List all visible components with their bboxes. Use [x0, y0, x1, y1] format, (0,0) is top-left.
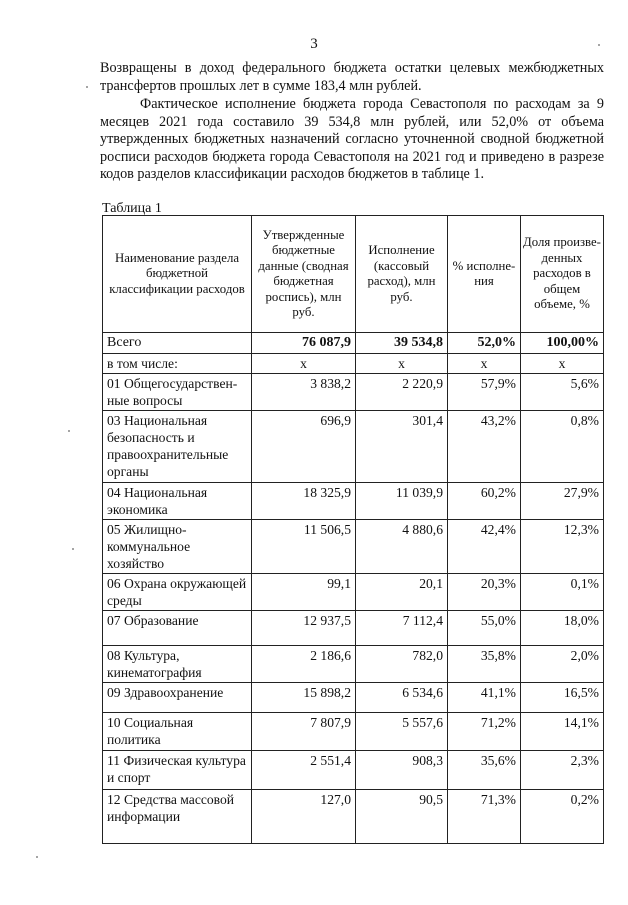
cell-percent: 71,3%: [448, 790, 521, 844]
cell-approved: 696,9: [252, 411, 356, 483]
cell-name: 08 Культура, кинематография: [103, 646, 252, 683]
cell-executed: 2 220,9: [356, 374, 448, 411]
scan-speck: [72, 548, 74, 550]
cell-name: 03 Национальная безопасность и правоохранительные органы: [103, 411, 252, 483]
cell-share: х: [521, 354, 604, 374]
cell-name: 01 Общегосударствен-ные вопросы: [103, 374, 252, 411]
cell-share: 0,2%: [521, 790, 604, 844]
cell-approved: 18 325,9: [252, 483, 356, 520]
cell-name: 05 Жилищно-коммунальное хозяйство: [103, 520, 252, 574]
scan-speck: [598, 44, 600, 46]
table-row-total: [103, 333, 604, 354]
cell-approved: 3 838,2: [252, 374, 356, 411]
table-row: [103, 683, 604, 713]
table-row: [103, 646, 604, 683]
cell-approved: 15 898,2: [252, 683, 356, 713]
paragraph-budget-execution: Фактическое исполнение бюджета города Севастополя по расходам за 9 месяцев 2021 года составило 39 534,8 млн рублей, или 52,0% от объема утвержденных бюджетных назначений согласно уточненной сводной бюджетной росписи расходов бюджета города Севастополя на 2021 год и приведено в разрезе кодов разделов классификации расходов бюджетов в таблице 1.: [100, 96, 604, 183]
cell-percent: 41,1%: [448, 683, 521, 713]
scan-speck: [36, 856, 38, 858]
paragraph-returned-transfers: Возвращены в доход федерального бюджета остатки целевых межбюджетных трансфертов прошлых лет в сумме 183,4 млн рублей.: [100, 60, 604, 94]
cell-share: 2,0%: [521, 646, 604, 683]
table-row: [103, 574, 604, 611]
cell-approved: 76 087,9: [252, 333, 356, 354]
cell-executed: 6 534,6: [356, 683, 448, 713]
cell-executed: 90,5: [356, 790, 448, 844]
cell-approved: 7 807,9: [252, 713, 356, 751]
cell-percent: х: [448, 354, 521, 374]
cell-percent: 35,6%: [448, 751, 521, 790]
cell-executed: 20,1: [356, 574, 448, 611]
cell-executed: 11 039,9: [356, 483, 448, 520]
cell-share: 0,1%: [521, 574, 604, 611]
cell-executed: 5 557,6: [356, 713, 448, 751]
table-row: [103, 713, 604, 751]
cell-percent: 20,3%: [448, 574, 521, 611]
header-section-name: Наименование раздела бюджетной классификации расходов: [103, 216, 252, 333]
cell-name: 11 Физическая культура и спорт: [103, 751, 252, 790]
table-row: [103, 790, 604, 844]
header-percent: % исполне-ния: [448, 216, 521, 333]
cell-share: 100,00%: [521, 333, 604, 354]
cell-name: в том числе:: [103, 354, 252, 374]
cell-approved: 127,0: [252, 790, 356, 844]
cell-name: Всего: [103, 333, 252, 354]
cell-approved: 2 186,6: [252, 646, 356, 683]
header-approved: Утвержденные бюджетные данные (сводная бюджетная роспись), млн руб.: [252, 216, 356, 333]
table-row: [103, 411, 604, 483]
table-row: [103, 751, 604, 790]
cell-share: 16,5%: [521, 683, 604, 713]
page-number: 3: [310, 36, 318, 52]
cell-executed: 782,0: [356, 646, 448, 683]
cell-executed: х: [356, 354, 448, 374]
table-row: [103, 611, 604, 646]
cell-executed: 908,3: [356, 751, 448, 790]
table-header-row: [103, 216, 604, 333]
cell-share: 12,3%: [521, 520, 604, 574]
cell-percent: 35,8%: [448, 646, 521, 683]
scan-speck: [68, 430, 70, 432]
cell-percent: 57,9%: [448, 374, 521, 411]
cell-name: 12 Средства массовой информации: [103, 790, 252, 844]
cell-share: 5,6%: [521, 374, 604, 411]
cell-executed: 4 880,6: [356, 520, 448, 574]
cell-percent: 55,0%: [448, 611, 521, 646]
expenditure-table: [102, 215, 604, 844]
table-caption: Таблица 1: [102, 201, 162, 216]
cell-executed: 301,4: [356, 411, 448, 483]
table-row-including: [103, 354, 604, 374]
cell-approved: 11 506,5: [252, 520, 356, 574]
cell-approved: 12 937,5: [252, 611, 356, 646]
cell-share: 14,1%: [521, 713, 604, 751]
header-share: Доля произве-денных расходов в общем объеме, %: [521, 216, 604, 333]
cell-name: 06 Охрана окружающей среды: [103, 574, 252, 611]
cell-share: 18,0%: [521, 611, 604, 646]
table-row: [103, 520, 604, 574]
cell-share: 0,8%: [521, 411, 604, 483]
cell-percent: 42,4%: [448, 520, 521, 574]
cell-executed: 7 112,4: [356, 611, 448, 646]
cell-executed: 39 534,8: [356, 333, 448, 354]
cell-percent: 60,2%: [448, 483, 521, 520]
cell-approved: х: [252, 354, 356, 374]
table-row: [103, 374, 604, 411]
cell-name: 04 Национальная экономика: [103, 483, 252, 520]
cell-approved: 99,1: [252, 574, 356, 611]
cell-name: 09 Здравоохранение: [103, 683, 252, 713]
cell-name: 07 Образование: [103, 611, 252, 646]
cell-percent: 71,2%: [448, 713, 521, 751]
header-executed: Исполнение (кассовый расход), млн руб.: [356, 216, 448, 333]
cell-name: 10 Социальная политика: [103, 713, 252, 751]
cell-approved: 2 551,4: [252, 751, 356, 790]
table-row: [103, 483, 604, 520]
cell-share: 27,9%: [521, 483, 604, 520]
scan-speck: [86, 86, 88, 88]
cell-percent: 52,0%: [448, 333, 521, 354]
cell-percent: 43,2%: [448, 411, 521, 483]
cell-share: 2,3%: [521, 751, 604, 790]
